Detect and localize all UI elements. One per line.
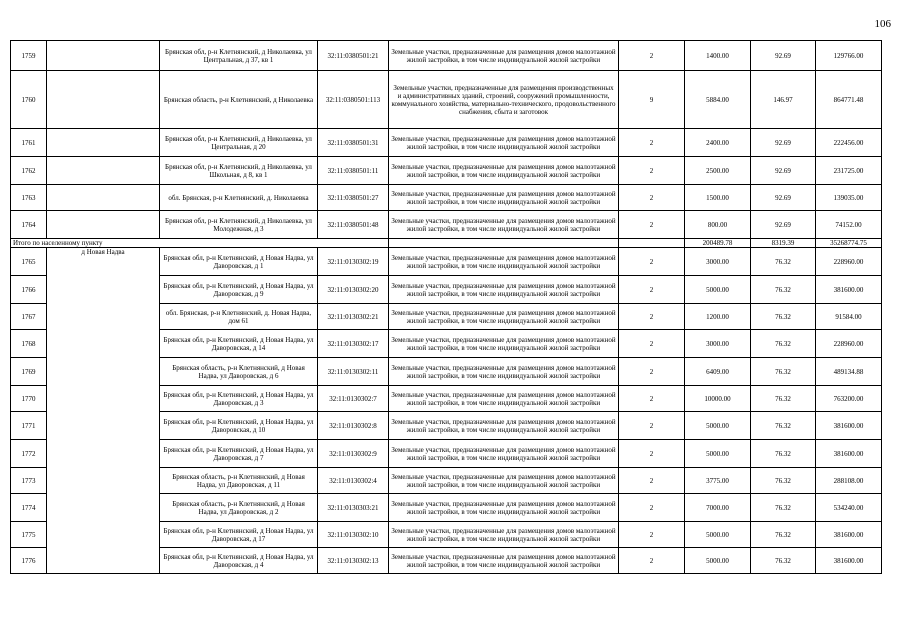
cadastral-cost: 381600.00: [816, 440, 882, 468]
row-number: 1775: [11, 522, 47, 548]
category-code: 2: [619, 440, 685, 468]
subtotal-cost: 35268774.75: [816, 239, 882, 248]
category-code: 2: [619, 185, 685, 211]
unit-price: 76.32: [751, 386, 816, 412]
area-value: 7000.00: [685, 494, 751, 522]
address-cell: Брянская обл, р-н Клетнянский, д Новая Надва, ул Даворовская, д 10: [160, 412, 318, 440]
unit-price: 76.32: [751, 522, 816, 548]
category-code: 2: [619, 129, 685, 157]
unit-price: 76.32: [751, 494, 816, 522]
purpose-cell: Земельные участки, предназначенные для размещения домов малоэтажной жилой застройки, в том числе индивидуальной жилой застройки: [389, 157, 619, 185]
settlement-cell: [47, 71, 160, 129]
category-code: 2: [619, 41, 685, 71]
category-code: 2: [619, 248, 685, 276]
row-number: 1770: [11, 386, 47, 412]
unit-price: 76.32: [751, 358, 816, 386]
cadastral-number: 32:11:0130302:21: [318, 304, 389, 330]
address-cell: Брянская обл, р-н Клетнянский, д Новая Надва, ул Даворовская, д 4: [160, 548, 318, 574]
cadastral-cost: 381600.00: [816, 522, 882, 548]
table-body-section-1: [11, 41, 882, 239]
area-value: 5000.00: [685, 412, 751, 440]
cadastral-number: 32:11:0380501:113: [318, 71, 389, 129]
page-number: 106: [874, 18, 891, 30]
table-row: [11, 71, 882, 129]
category-code: 2: [619, 548, 685, 574]
category-code: 2: [619, 276, 685, 304]
address-cell: Брянская обл, р-н Клетнянский, д Новая Надва, ул Даворовская, д 14: [160, 330, 318, 358]
table-row: [11, 157, 882, 185]
address-cell: Брянская область, р-н Клетнянский, д Новая Надва, ул Даворовская, д 6: [160, 358, 318, 386]
row-number: 1761: [11, 129, 47, 157]
area-value: 5000.00: [685, 548, 751, 574]
area-value: 6409.00: [685, 358, 751, 386]
purpose-cell: Земельные участки, предназначенные для размещения домов малоэтажной жилой застройки, в том числе индивидуальной жилой застройки: [389, 185, 619, 211]
address-cell: Брянская область, р-н Клетнянский, д Новая Надва, ул Даворовская, д 11: [160, 468, 318, 494]
row-number: 1763: [11, 185, 47, 211]
area-value: 5000.00: [685, 276, 751, 304]
category-code: 2: [619, 157, 685, 185]
address-cell: Брянская обл, р-н Клетнянский, д Новая Надва, ул Даворовская, д 3: [160, 386, 318, 412]
unit-price: 92.69: [751, 211, 816, 239]
cadastral-cost: 381600.00: [816, 412, 882, 440]
purpose-cell: Земельные участки, предназначенные для размещения домов малоэтажной жилой застройки, в том числе индивидуальной жилой застройки: [389, 522, 619, 548]
address-cell: Брянская обл, р-н Клетнянский, д Новая Надва, ул Даворовская, д 7: [160, 440, 318, 468]
unit-price: 76.32: [751, 304, 816, 330]
purpose-cell: Земельные участки, предназначенные для размещения домов малоэтажной жилой застройки, в том числе индивидуальной жилой застройки: [389, 358, 619, 386]
cadastral-cost: 381600.00: [816, 548, 882, 574]
purpose-cell: Земельные участки, предназначенные для размещения домов малоэтажной жилой застройки, в том числе индивидуальной жилой застройки: [389, 494, 619, 522]
purpose-cell: Земельные участки, предназначенные для размещения домов малоэтажной жилой застройки, в том числе индивидуальной жилой застройки: [389, 440, 619, 468]
cadastral-number: 32:11:0130303:21: [318, 494, 389, 522]
cadastral-cost: 228960.00: [816, 248, 882, 276]
area-value: 2400.00: [685, 129, 751, 157]
cadastral-table: [10, 40, 882, 574]
purpose-cell: Земельные участки, предназначенные для размещения домов малоэтажной жилой застройки, в том числе индивидуальной жилой застройки: [389, 129, 619, 157]
unit-price: 92.69: [751, 129, 816, 157]
cadastral-number: 32:11:0380501:21: [318, 41, 389, 71]
cadastral-number: 32:11:0380501:48: [318, 211, 389, 239]
area-value: 3775.00: [685, 468, 751, 494]
category-code: 2: [619, 494, 685, 522]
unit-price: 76.32: [751, 248, 816, 276]
purpose-cell: Земельные участки, предназначенные для размещения домов малоэтажной жилой застройки, в том числе индивидуальной жилой застройки: [389, 41, 619, 71]
subtotal-purpose: [389, 239, 619, 248]
row-number: 1760: [11, 71, 47, 129]
cadastral-number: 32:11:0380501:31: [318, 129, 389, 157]
cadastral-number: 32:11:0130302:10: [318, 522, 389, 548]
cadastral-cost: 763200.00: [816, 386, 882, 412]
purpose-cell: Земельные участки, предназначенные для размещения домов малоэтажной жилой застройки, в том числе индивидуальной жилой застройки: [389, 248, 619, 276]
address-cell: Брянская область, р-н Клетнянский, д Новая Надва, ул Даворовская, д 2: [160, 494, 318, 522]
address-cell: Брянская обл, р-н Клетнянский, д Николаевка, ул Молодежная, д 3: [160, 211, 318, 239]
cadastral-number: 32:11:0380501:11: [318, 157, 389, 185]
cadastral-number: 32:11:0130302:19: [318, 248, 389, 276]
subtotal-section: [11, 239, 882, 248]
category-code: 2: [619, 211, 685, 239]
cadastral-cost: 222456.00: [816, 129, 882, 157]
purpose-cell: Земельные участки, предназначенные для размещения домов малоэтажной жилой застройки, в том числе индивидуальной жилой застройки: [389, 330, 619, 358]
unit-price: 76.32: [751, 548, 816, 574]
category-code: 2: [619, 468, 685, 494]
address-cell: обл. Брянская, р-н Клетнянский, д. Николаевка: [160, 185, 318, 211]
cadastral-cost: 74152.00: [816, 211, 882, 239]
cadastral-number: 32:11:0380501:27: [318, 185, 389, 211]
settlement-cell: [47, 185, 160, 211]
area-value: 1500.00: [685, 185, 751, 211]
category-code: 2: [619, 330, 685, 358]
row-number: 1759: [11, 41, 47, 71]
area-value: 5000.00: [685, 440, 751, 468]
cadastral-number: 32:11:0130302:13: [318, 548, 389, 574]
table-row: [11, 129, 882, 157]
cadastral-cost: 91584.00: [816, 304, 882, 330]
unit-price: 92.69: [751, 157, 816, 185]
cadastral-cost: 381600.00: [816, 276, 882, 304]
table-row: [11, 248, 882, 276]
row-number: 1772: [11, 440, 47, 468]
area-value: 5884.00: [685, 71, 751, 129]
table-row: [11, 211, 882, 239]
unit-price: 76.32: [751, 468, 816, 494]
cadastral-number: 32:11:0130302:9: [318, 440, 389, 468]
subtotal-row: [11, 239, 882, 248]
address-cell: Брянская обл, р-н Клетнянский, д Николаевка, ул Центральная, д 37, кв 1: [160, 41, 318, 71]
cadastral-number: 32:11:0130302:11: [318, 358, 389, 386]
category-code: 2: [619, 386, 685, 412]
address-cell: Брянская обл, р-н Клетнянский, д Новая Надва, ул Даворовская, д 1: [160, 248, 318, 276]
address-cell: Брянская обл, р-н Клетнянский, д Новая Надва, ул Даворовская, д 17: [160, 522, 318, 548]
settlement-cell: [47, 41, 160, 71]
subtotal-area: 200489.78: [685, 239, 751, 248]
address-cell: Брянская обл, р-н Клетнянский, д Николаевка, ул Центральная, д 20: [160, 129, 318, 157]
row-number: 1765: [11, 248, 47, 276]
unit-price: 146.97: [751, 71, 816, 129]
subtotal-label: Итого по населенному пункту: [11, 239, 389, 248]
cadastral-cost: 129766.00: [816, 41, 882, 71]
cadastral-number: 32:11:0130302:20: [318, 276, 389, 304]
purpose-cell: Земельные участки, предназначенные для размещения производственных и административных зданий, строений, сооружений промышленности, коммунального хозяйства, материально-технического, продовольственного снабжения, сбыта и заготовок: [389, 71, 619, 129]
area-value: 800.00: [685, 211, 751, 239]
area-value: 10000.00: [685, 386, 751, 412]
purpose-cell: Земельные участки, предназначенные для размещения домов малоэтажной жилой застройки, в том числе индивидуальной жилой застройки: [389, 276, 619, 304]
subtotal-count: [619, 239, 685, 248]
row-number: 1771: [11, 412, 47, 440]
address-cell: Брянская область, р-н Клетнянский, д Николаевка: [160, 71, 318, 129]
cadastral-number: 32:11:0130302:17: [318, 330, 389, 358]
unit-price: 76.32: [751, 330, 816, 358]
cadastral-number: 32:11:0130302:4: [318, 468, 389, 494]
row-number: 1776: [11, 548, 47, 574]
row-number: 1773: [11, 468, 47, 494]
category-code: 2: [619, 522, 685, 548]
row-number: 1774: [11, 494, 47, 522]
settlement-name: д Новая Надва: [47, 248, 160, 574]
subtotal-price: 8319.39: [751, 239, 816, 248]
area-value: 3000.00: [685, 330, 751, 358]
purpose-cell: Земельные участки, предназначенные для размещения домов малоэтажной жилой застройки, в том числе индивидуальной жилой застройки: [389, 304, 619, 330]
cadastral-cost: 139035.00: [816, 185, 882, 211]
purpose-cell: Земельные участки, предназначенные для размещения домов малоэтажной жилой застройки, в том числе индивидуальной жилой застройки: [389, 386, 619, 412]
address-cell: Брянская обл, р-н Клетнянский, д Николаевка, ул Школьная, д 8, кв 1: [160, 157, 318, 185]
row-number: 1768: [11, 330, 47, 358]
cadastral-cost: 288108.00: [816, 468, 882, 494]
cadastral-number: 32:11:0130302:8: [318, 412, 389, 440]
purpose-cell: Земельные участки, предназначенные для размещения домов малоэтажной жилой застройки, в том числе индивидуальной жилой застройки: [389, 412, 619, 440]
unit-price: 92.69: [751, 41, 816, 71]
category-code: 2: [619, 412, 685, 440]
unit-price: 76.32: [751, 412, 816, 440]
row-number: 1766: [11, 276, 47, 304]
area-value: 5000.00: [685, 522, 751, 548]
row-number: 1767: [11, 304, 47, 330]
cadastral-cost: 231725.00: [816, 157, 882, 185]
settlement-cell: [47, 157, 160, 185]
purpose-cell: Земельные участки, предназначенные для размещения домов малоэтажной жилой застройки, в том числе индивидуальной жилой застройки: [389, 468, 619, 494]
row-number: 1762: [11, 157, 47, 185]
unit-price: 76.32: [751, 440, 816, 468]
table-row: [11, 185, 882, 211]
row-number: 1764: [11, 211, 47, 239]
area-value: 1400.00: [685, 41, 751, 71]
area-value: 1200.00: [685, 304, 751, 330]
row-number: 1769: [11, 358, 47, 386]
cadastral-cost: 489134.88: [816, 358, 882, 386]
unit-price: 76.32: [751, 276, 816, 304]
category-code: 9: [619, 71, 685, 129]
settlement-cell: [47, 211, 160, 239]
table-row: [11, 41, 882, 71]
table-body-section-2: [11, 248, 882, 574]
unit-price: 92.69: [751, 185, 816, 211]
address-cell: обл. Брянская, р-н Клетнянский, д. Новая Надва, дом 61: [160, 304, 318, 330]
purpose-cell: Земельные участки, предназначенные для размещения домов малоэтажной жилой застройки, в том числе индивидуальной жилой застройки: [389, 548, 619, 574]
area-value: 3000.00: [685, 248, 751, 276]
purpose-cell: Земельные участки, предназначенные для размещения домов малоэтажной жилой застройки, в том числе индивидуальной жилой застройки: [389, 211, 619, 239]
cadastral-cost: 864771.48: [816, 71, 882, 129]
area-value: 2500.00: [685, 157, 751, 185]
address-cell: Брянская обл, р-н Клетнянский, д Новая Надва, ул Даворовская, д 9: [160, 276, 318, 304]
cadastral-cost: 534240.00: [816, 494, 882, 522]
category-code: 2: [619, 304, 685, 330]
cadastral-cost: 228960.00: [816, 330, 882, 358]
settlement-cell: [47, 129, 160, 157]
category-code: 2: [619, 358, 685, 386]
cadastral-number: 32:11:0130302:7: [318, 386, 389, 412]
